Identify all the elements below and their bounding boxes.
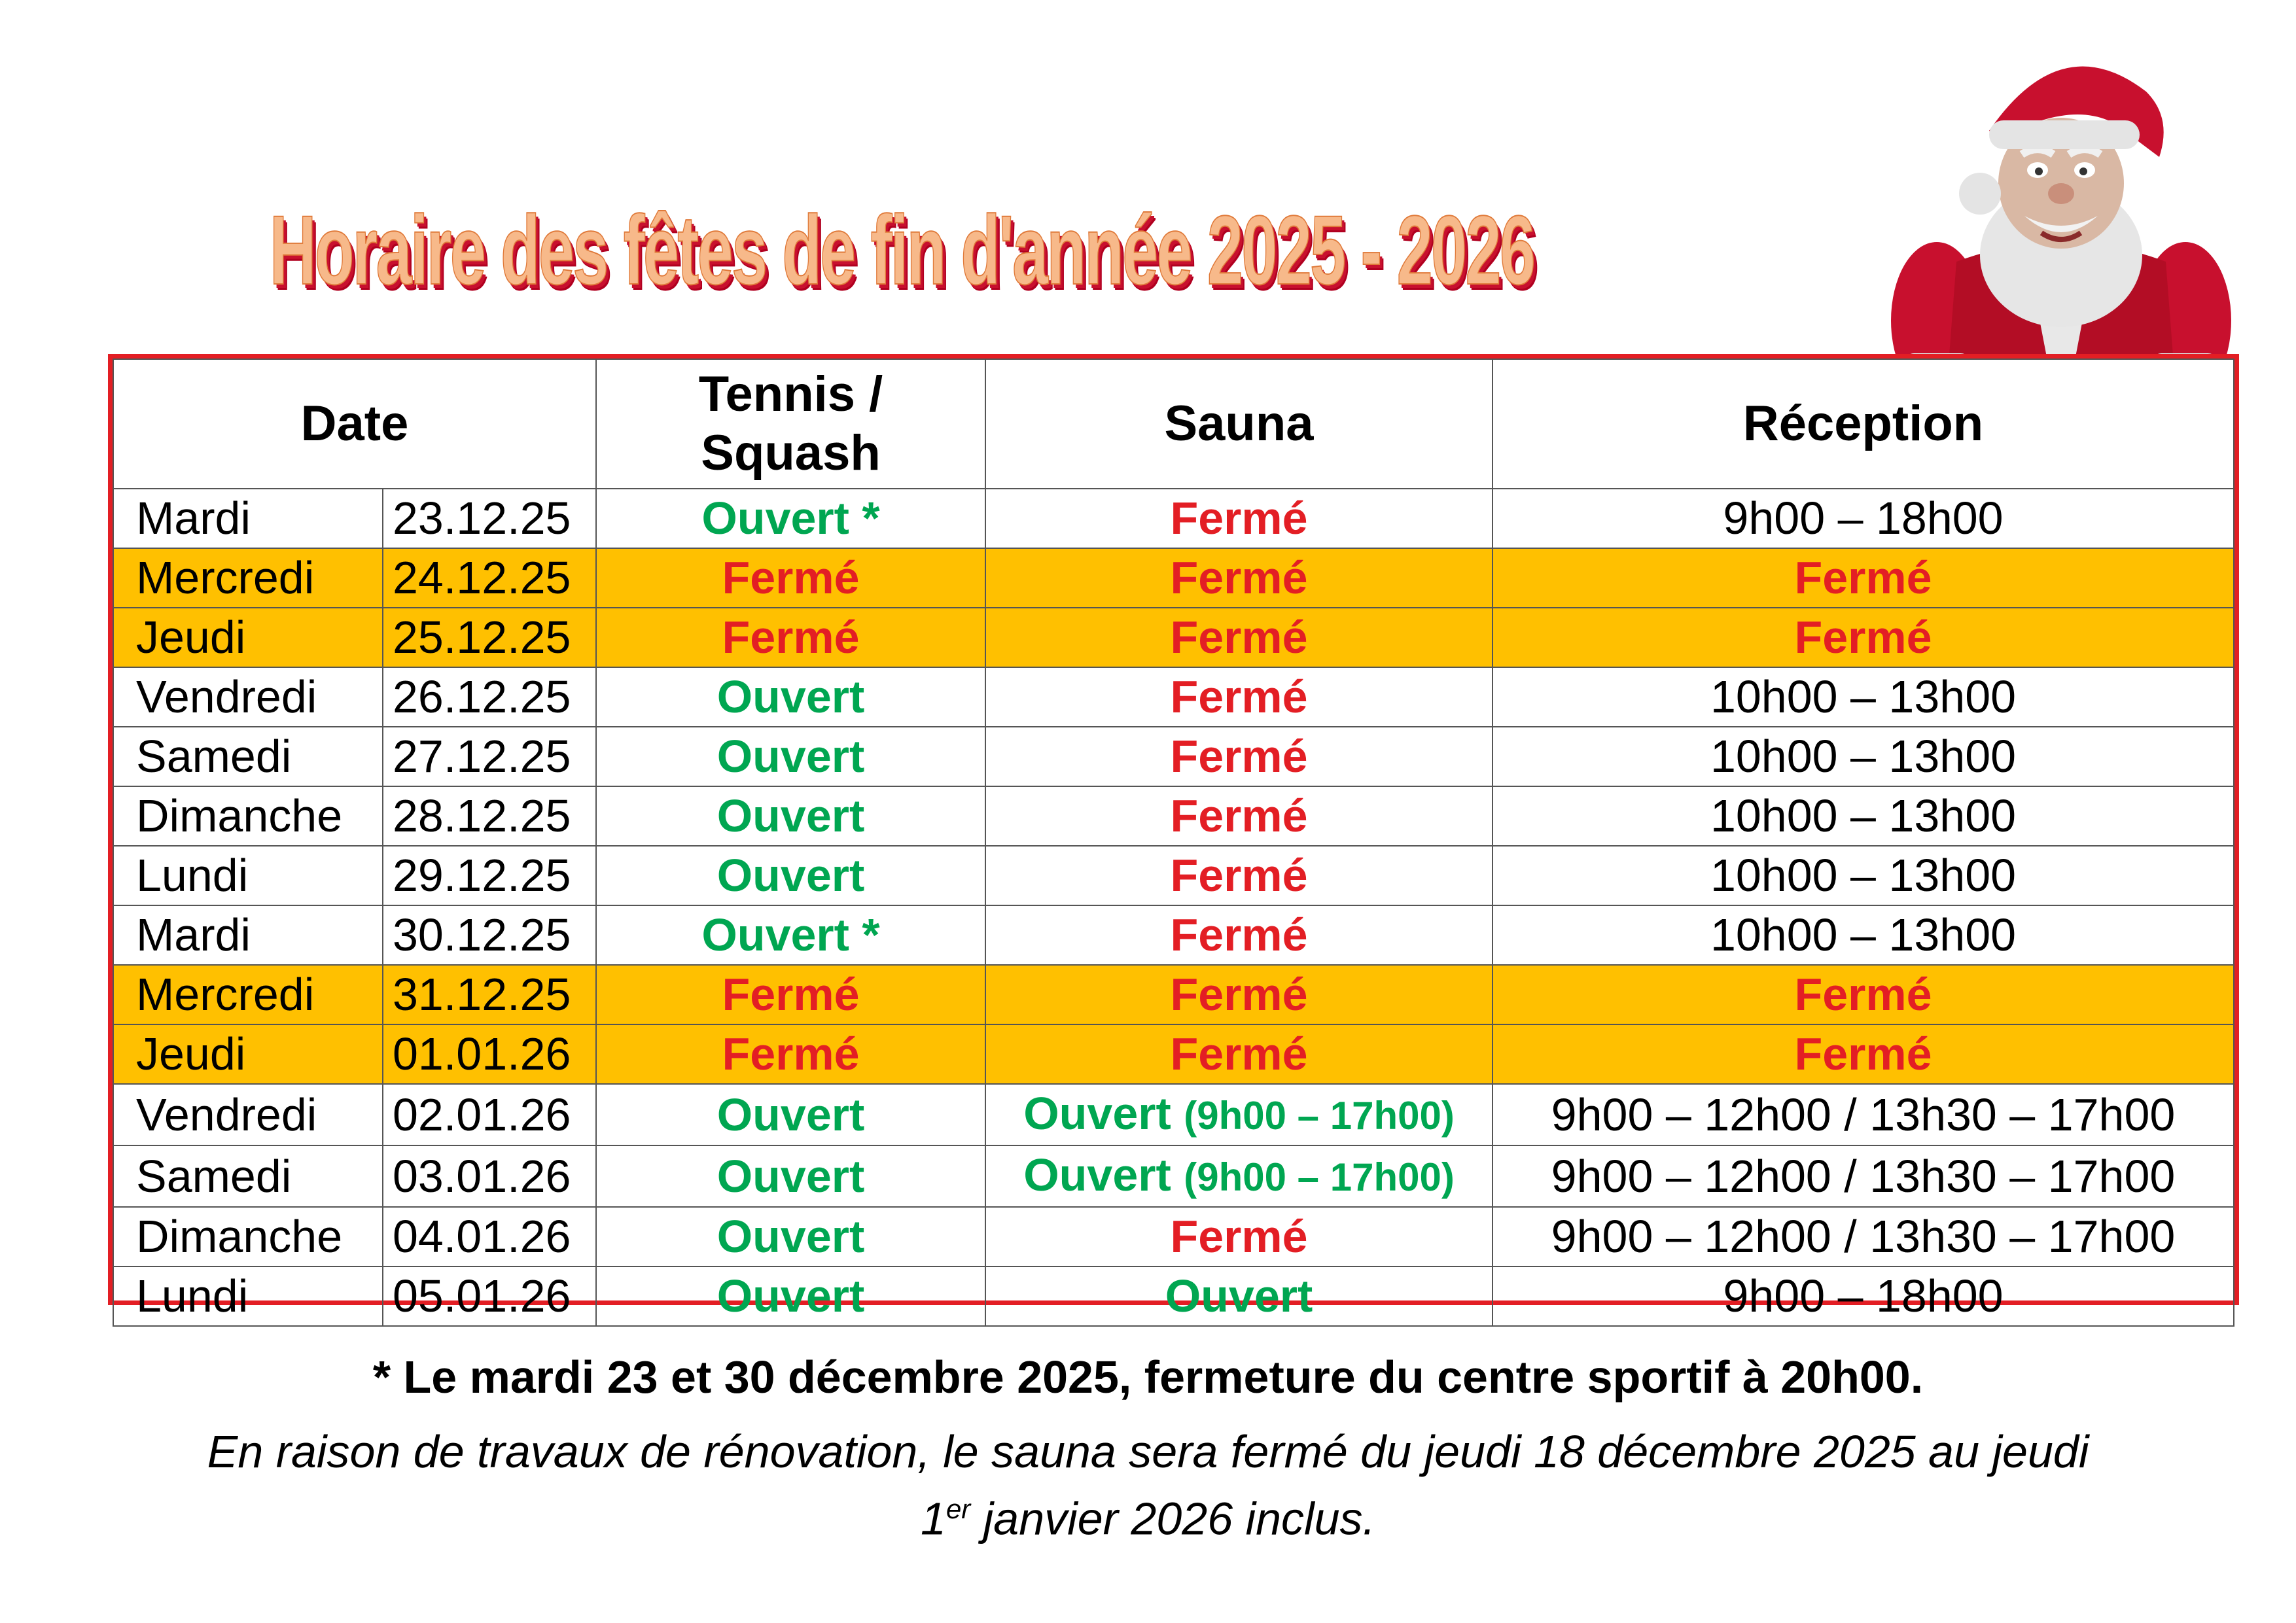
sauna-status-cell (985, 1145, 1492, 1207)
tennis-status-cell-text: Ouvert (716, 790, 865, 841)
tennis-status-cell (596, 1024, 985, 1084)
sauna-status-cell-text: Fermé (1170, 1211, 1308, 1262)
reception-hours-cell (1492, 905, 2234, 965)
schedule-row (113, 905, 2234, 965)
schedule-row (113, 786, 2234, 846)
tennis-status-cell-text: Ouvert (716, 671, 865, 722)
sauna-hours-detail: (9h00 – 17h00) (1184, 1094, 1455, 1138)
sauna-status-cell-text: Fermé (1170, 552, 1308, 603)
tennis-status-cell (596, 786, 985, 846)
tennis-status-cell (596, 548, 985, 608)
tennis-status-cell (596, 846, 985, 905)
date-cell (383, 1024, 596, 1084)
footnote: * Le mardi 23 et 30 décembre 2025, fermeture du centre sportif à 20h00. (372, 1352, 1924, 1403)
date-cell (383, 1207, 596, 1266)
sauna-status-cell (985, 905, 1492, 965)
tennis-status-cell (596, 1266, 985, 1326)
day-cell-text: Samedi (136, 1150, 292, 1202)
day-cell (113, 786, 383, 846)
reception-hours-cell-text: 9h00 – 12h00 / 13h30 – 17h00 (1551, 1211, 2176, 1262)
schedule-row (113, 1207, 2234, 1266)
date-cell (383, 548, 596, 608)
sauna-status-cell (985, 489, 1492, 548)
date-cell (383, 489, 596, 548)
sauna-status-cell (985, 965, 1492, 1024)
date-cell-text: 25.12.25 (393, 612, 571, 663)
schedule-row (113, 1024, 2234, 1084)
reception-hours-cell-text: 10h00 – 13h00 (1710, 671, 2017, 722)
date-cell (383, 1145, 596, 1207)
day-cell-text: Jeudi (136, 1028, 246, 1079)
reception-hours-cell (1492, 1084, 2234, 1145)
day-cell-text: Mercredi (136, 552, 315, 603)
reception-hours-cell (1492, 608, 2234, 667)
sauna-status-cell (985, 608, 1492, 667)
header-tennis-line1: Tennis / (698, 366, 883, 422)
reception-hours-cell-text: 9h00 – 18h00 (1723, 493, 2004, 544)
reception-hours-cell (1492, 667, 2234, 727)
header-reception: Réception (1492, 359, 2234, 489)
sauna-status-cell (985, 548, 1492, 608)
reception-hours-cell (1492, 727, 2234, 786)
header-sauna: Sauna (985, 359, 1492, 489)
schedule-row (113, 548, 2234, 608)
reception-hours-cell (1492, 1266, 2234, 1326)
tennis-status-cell (596, 905, 985, 965)
header-date: Date (113, 359, 596, 489)
reception-hours-cell-text: 9h00 – 18h00 (1723, 1270, 2004, 1321)
sauna-status-cell-text: Ouvert (1023, 1149, 1171, 1200)
sauna-status-cell-text: Fermé (1170, 790, 1308, 841)
day-cell (113, 727, 383, 786)
day-cell-text: Dimanche (136, 790, 343, 841)
notice-ordinal-suffix: er (945, 1493, 971, 1524)
reception-hours-cell-text: 10h00 – 13h00 (1710, 909, 2017, 960)
day-cell-text: Samedi (136, 731, 292, 782)
tennis-status-cell (596, 489, 985, 548)
schedule-row (113, 1084, 2234, 1145)
tennis-status-cell (596, 965, 985, 1024)
schedule-row (113, 667, 2234, 727)
header-row (113, 359, 2234, 489)
date-cell (383, 786, 596, 846)
date-cell-text: 23.12.25 (393, 493, 571, 544)
notice-ordinal: 1 (921, 1493, 946, 1544)
sauna-status-cell-text: Fermé (1170, 493, 1308, 544)
date-cell (383, 965, 596, 1024)
day-cell (113, 846, 383, 905)
sauna-status-cell (985, 786, 1492, 846)
day-cell-text: Vendredi (136, 671, 317, 722)
date-cell (383, 1084, 596, 1145)
header-tennis-squash (596, 359, 985, 489)
sauna-hours-detail: (9h00 – 17h00) (1184, 1155, 1455, 1199)
schedule-row (113, 727, 2234, 786)
day-cell (113, 965, 383, 1024)
schedule-table (108, 354, 2239, 1321)
date-cell-text: 05.01.26 (393, 1270, 571, 1321)
date-cell-text: 30.12.25 (393, 909, 571, 960)
day-cell-text: Mardi (136, 493, 251, 544)
date-cell-text: 27.12.25 (393, 731, 571, 782)
tennis-status-cell-text: Ouvert (716, 731, 865, 782)
date-cell-text: 28.12.25 (393, 790, 571, 841)
sauna-status-cell (985, 1266, 1492, 1326)
date-cell-text: 29.12.25 (393, 850, 571, 901)
tennis-status-cell (596, 727, 985, 786)
day-cell-text: Dimanche (136, 1211, 343, 1262)
tennis-status-cell (596, 667, 985, 727)
notice-line1: En raison de travaux de rénovation, le sauna sera fermé du jeudi 18 décembre 2025 au jeudi (207, 1426, 2089, 1477)
tennis-status-cell-text: Fermé (722, 552, 860, 603)
day-cell-text: Lundi (136, 1270, 249, 1321)
day-cell (113, 667, 383, 727)
reception-hours-cell-text: 9h00 – 12h00 / 13h30 – 17h00 (1551, 1150, 2176, 1202)
sauna-status-cell (985, 1207, 1492, 1266)
sauna-status-cell-text: Ouvert (1165, 1270, 1313, 1321)
tennis-status-cell-text: Ouvert (716, 850, 865, 901)
sauna-status-cell (985, 1024, 1492, 1084)
day-cell-text: Jeudi (136, 612, 246, 663)
sauna-status-cell (985, 846, 1492, 905)
date-cell-text: 02.01.26 (393, 1089, 571, 1140)
tennis-status-cell-text: Ouvert * (701, 909, 880, 960)
day-cell (113, 489, 383, 548)
reception-hours-cell-text: Fermé (1794, 1028, 1932, 1079)
reception-hours-cell (1492, 548, 2234, 608)
sauna-status-cell-text: Fermé (1170, 909, 1308, 960)
date-cell (383, 846, 596, 905)
reception-hours-cell-text: 10h00 – 13h00 (1710, 790, 2017, 841)
day-cell-text: Vendredi (136, 1089, 317, 1140)
reception-hours-cell-text: Fermé (1794, 612, 1932, 663)
reception-hours-cell-text: 9h00 – 12h00 / 13h30 – 17h00 (1551, 1089, 2176, 1140)
tennis-status-cell-text: Ouvert (716, 1150, 865, 1202)
tennis-status-cell (596, 1084, 985, 1145)
day-cell-text: Mardi (136, 909, 251, 960)
day-cell-text: Lundi (136, 850, 249, 901)
sauna-status-cell (985, 727, 1492, 786)
date-cell-text: 04.01.26 (393, 1211, 571, 1262)
day-cell-text: Mercredi (136, 969, 315, 1020)
schedule-row (113, 1266, 2234, 1326)
reception-hours-cell (1492, 489, 2234, 548)
date-cell-text: 31.12.25 (393, 969, 571, 1020)
date-cell-text: 26.12.25 (393, 671, 571, 722)
tennis-status-cell-text: Fermé (722, 612, 860, 663)
reception-hours-cell (1492, 1024, 2234, 1084)
day-cell (113, 1207, 383, 1266)
date-cell-text: 01.01.26 (393, 1028, 571, 1079)
reception-hours-cell (1492, 1145, 2234, 1207)
reception-hours-cell-text: Fermé (1794, 969, 1932, 1020)
date-cell (383, 727, 596, 786)
day-cell (113, 1266, 383, 1326)
reception-hours-cell (1492, 965, 2234, 1024)
date-cell-text: 24.12.25 (393, 552, 571, 603)
tennis-status-cell-text: Ouvert * (701, 493, 880, 544)
day-cell (113, 1145, 383, 1207)
tennis-status-cell-text: Fermé (722, 1028, 860, 1079)
day-cell (113, 1024, 383, 1084)
schedule-row (113, 489, 2234, 548)
sauna-status-cell-text: Ouvert (1023, 1088, 1171, 1139)
day-cell (113, 608, 383, 667)
reception-hours-cell (1492, 846, 2234, 905)
sauna-status-cell-text: Fermé (1170, 850, 1308, 901)
sauna-status-cell-text: Fermé (1170, 612, 1308, 663)
schedule-row (113, 965, 2234, 1024)
day-cell (113, 1084, 383, 1145)
schedule-row (113, 608, 2234, 667)
reception-hours-cell-text: 10h00 – 13h00 (1710, 850, 2017, 901)
page-title: Horaire des fêtes de fin d'année 2025 - 2026 (270, 195, 1534, 305)
reception-hours-cell (1492, 1207, 2234, 1266)
tennis-status-cell (596, 1207, 985, 1266)
reception-hours-cell (1492, 786, 2234, 846)
sauna-status-cell-text: Fermé (1170, 1028, 1308, 1079)
schedule-row (113, 1145, 2234, 1207)
date-cell (383, 1266, 596, 1326)
tennis-status-cell-text: Fermé (722, 969, 860, 1020)
date-cell (383, 667, 596, 727)
tennis-status-cell-text: Ouvert (716, 1211, 865, 1262)
reception-hours-cell-text: 10h00 – 13h00 (1710, 731, 2017, 782)
date-cell (383, 905, 596, 965)
day-cell (113, 548, 383, 608)
day-cell (113, 905, 383, 965)
sauna-status-cell-text: Fermé (1170, 731, 1308, 782)
tennis-status-cell-text: Ouvert (716, 1089, 865, 1140)
sauna-status-cell-text: Fermé (1170, 969, 1308, 1020)
sauna-status-cell-text: Fermé (1170, 671, 1308, 722)
renovation-notice (98, 1423, 2198, 1547)
header-tennis-line2: Squash (701, 425, 881, 481)
sauna-status-cell (985, 667, 1492, 727)
tennis-status-cell-text: Ouvert (716, 1270, 865, 1321)
tennis-status-cell (596, 1145, 985, 1207)
notice-line2: janvier 2026 inclus. (970, 1493, 1375, 1544)
date-cell (383, 608, 596, 667)
sauna-status-cell (985, 1084, 1492, 1145)
date-cell-text: 03.01.26 (393, 1150, 571, 1202)
reception-hours-cell-text: Fermé (1794, 552, 1932, 603)
tennis-status-cell (596, 608, 985, 667)
schedule-row (113, 846, 2234, 905)
